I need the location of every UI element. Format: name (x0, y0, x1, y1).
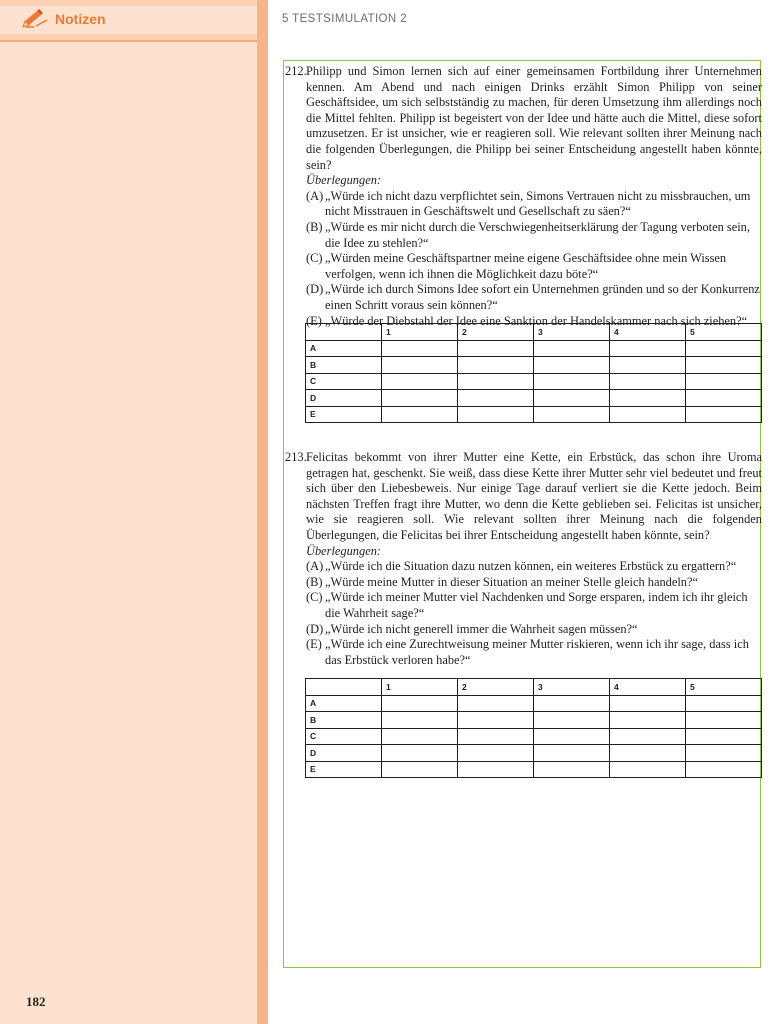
option-text: „Würde ich eine Zurechtweisung meiner Mutter riskieren, wenn ich ihr sage, dass ich das Erbstück verloren habe?“ (325, 637, 749, 667)
question-212 (285, 64, 762, 329)
table-header-cell: 2 (458, 679, 534, 696)
table-row (306, 712, 762, 729)
answer-cell[interactable] (382, 728, 458, 745)
option-text: „Würde ich durch Simons Idee sofort ein Unternehmen gründen und so der Konkurrenz einen Schritt voraus sein können?“ (325, 282, 760, 312)
answer-cell[interactable] (534, 406, 610, 423)
answer-cell[interactable] (610, 373, 686, 390)
table-row (306, 406, 762, 423)
row-label: B (306, 712, 382, 729)
option-text: „Würde der Diebstahl der Idee eine Sanktion der Handelskammer nach sich ziehen?“ (325, 313, 748, 328)
option-text: „Würde ich die Situation dazu nutzen können, ein weiteres Erbstück zu ergattern?“ (325, 559, 737, 574)
answer-cell[interactable] (458, 357, 534, 374)
page-number: 182 (26, 994, 46, 1009)
table-row (306, 357, 762, 374)
answer-cell[interactable] (534, 728, 610, 745)
question-text: Felicitas bekommt von ihrer Mutter eine Kette, ein Erbstück, das schon ihre Uroma getragen hat, geschenkt. Sie weiß, dass diese Kette ihrer Mutter sehr viel bedeutet und freut sich über den Liebesbeweis. Nur einige Tage darauf verliert sie die Kette jedoch. Beim nächsten Treffen fragt ihre Mutter, wo denn die Kette geblieben sei. Felicitas ist unsicher, wie sie reagieren soll. Wie relevant sollten ihrer Meinung nach die folgenden Überlegungen, die Felicitas bei ihrer Entscheidung angestellt haben könnte, sein? (306, 450, 762, 542)
option-label: (C) (306, 590, 323, 605)
option-c (285, 251, 762, 282)
answer-cell[interactable] (458, 340, 534, 357)
answer-cell[interactable] (458, 712, 534, 729)
answer-cell[interactable] (610, 761, 686, 778)
option-b (285, 220, 762, 251)
row-label: C (306, 728, 382, 745)
answer-cell[interactable] (458, 406, 534, 423)
answer-cell[interactable] (686, 340, 762, 357)
option-text: „Würde ich nicht dazu verpflichtet sein, Simons Vertrauen nicht zu missbrauchen, um nicht Misstrauen in Geschäftswelt und Gesellschaft zu säen?“ (325, 188, 751, 219)
row-label: A (306, 340, 382, 357)
section-header: 5 TESTSIMULATION 2 (282, 13, 407, 25)
answer-cell[interactable] (686, 406, 762, 423)
answer-cell[interactable] (534, 373, 610, 390)
table-row (306, 728, 762, 745)
question-213 (285, 450, 762, 668)
answer-cell[interactable] (382, 340, 458, 357)
option-a (285, 189, 762, 220)
answer-cell[interactable] (458, 745, 534, 762)
answer-cell[interactable] (610, 357, 686, 374)
answer-cell[interactable] (686, 390, 762, 407)
option-text: „Würden meine Geschäftspartner meine eigene Geschäftsidee ohne mein Wissen verfolgen, wenn ich ihnen die Möglichkeit dazu böte?“ (325, 251, 727, 281)
answer-grid-213 (305, 678, 762, 778)
table-header-row (306, 679, 762, 696)
row-label: A (306, 695, 382, 712)
option-text: „Würde es mir nicht durch die Verschwiegenheitserklärung der Tagung verboten sein, die Idee zu stehlen?“ (325, 219, 750, 250)
answer-cell[interactable] (686, 728, 762, 745)
answer-cell[interactable] (534, 357, 610, 374)
answer-cell[interactable] (458, 728, 534, 745)
answer-cell[interactable] (534, 712, 610, 729)
option-label: (B) (306, 574, 323, 589)
answer-cell[interactable] (610, 695, 686, 712)
table-row (306, 745, 762, 762)
table-row (306, 695, 762, 712)
option-e (285, 637, 762, 668)
table-header-row (306, 324, 762, 341)
table-header-cell: 1 (382, 679, 458, 696)
answer-cell[interactable] (686, 695, 762, 712)
option-d (285, 282, 762, 313)
answer-cell[interactable] (382, 357, 458, 374)
table-header-cell: 1 (382, 324, 458, 341)
answer-cell[interactable] (686, 745, 762, 762)
answer-cell[interactable] (534, 340, 610, 357)
row-label: D (306, 745, 382, 762)
answer-cell[interactable] (382, 712, 458, 729)
sidebar-stripe (257, 0, 268, 1024)
answer-cell[interactable] (610, 340, 686, 357)
answer-cell[interactable] (610, 745, 686, 762)
row-label: D (306, 390, 382, 407)
option-b (285, 575, 762, 591)
answer-cell[interactable] (686, 357, 762, 374)
option-label: (D) (306, 621, 324, 636)
answer-cell[interactable] (382, 390, 458, 407)
row-label: E (306, 761, 382, 778)
table-row (306, 390, 762, 407)
answer-cell[interactable] (534, 745, 610, 762)
table-header-cell: 5 (686, 324, 762, 341)
table-header-cell: 4 (610, 324, 686, 341)
notes-title: Notizen (55, 11, 106, 27)
answer-cell[interactable] (382, 761, 458, 778)
question-text: Philipp und Simon lernen sich auf einer gemeinsamen Fortbildung ihrer Unternehmen kennen. Am Abend und nach einigen Drinks erzählt Simon Philipp von seiner Geschäftsidee, um sich selbstständig zu machen, für deren Umsetzung ihm allerdings noch die Mittel fehlten. Philipp ist begeistert von der Idee und hätte auch die Mittel, diese sofort umzusetzen. Er ist unsicher, wie er reagieren soll. Wie relevant sollten ihrer Meinung nach die folgenden Überlegungen, die Philipp bei seiner Entscheidung angestellt haben könnte, sein? (306, 64, 762, 172)
table-header-cell: 5 (686, 679, 762, 696)
question-number: 212. (285, 64, 307, 78)
pencil-icon (22, 8, 48, 28)
option-label: (E) (306, 313, 322, 328)
option-c (285, 590, 762, 621)
answer-cell[interactable] (534, 695, 610, 712)
option-d (285, 622, 762, 638)
table-row (306, 373, 762, 390)
answer-cell[interactable] (534, 761, 610, 778)
question-number: 213. (285, 450, 307, 464)
answer-cell[interactable] (458, 373, 534, 390)
answer-cell[interactable] (686, 712, 762, 729)
option-label: (A) (306, 559, 324, 574)
answer-cell[interactable] (382, 406, 458, 423)
option-label: (A) (306, 188, 324, 203)
row-label: C (306, 373, 382, 390)
table-header-cell: 3 (534, 679, 610, 696)
question-subheading: Überlegungen: (306, 173, 382, 188)
answer-cell[interactable] (686, 373, 762, 390)
option-label: (E) (306, 637, 322, 652)
option-label: (C) (306, 251, 323, 266)
table-row (306, 761, 762, 778)
question-subheading: Überlegungen: (306, 543, 382, 558)
table-header-cell: 2 (458, 324, 534, 341)
answer-cell[interactable] (610, 728, 686, 745)
answer-grid-212 (305, 323, 762, 423)
option-text: „Würde ich meiner Mutter viel Nachdenken und Sorge ersparen, indem ich ihr gleich die Wahrheit sage?“ (325, 590, 748, 620)
answer-cell[interactable] (382, 695, 458, 712)
answer-cell[interactable] (458, 695, 534, 712)
option-text: „Würde meine Mutter in dieser Situation an meiner Stelle gleich handeln?“ (325, 574, 698, 589)
answer-cell[interactable] (610, 390, 686, 407)
table-header-cell: 3 (534, 324, 610, 341)
option-label: (D) (306, 282, 324, 297)
option-text: „Würde ich nicht generell immer die Wahrheit sagen müssen?“ (325, 621, 638, 636)
notes-header (0, 0, 257, 42)
row-label: E (306, 406, 382, 423)
table-header-cell (306, 679, 382, 696)
option-a (285, 559, 762, 575)
answer-cell[interactable] (534, 390, 610, 407)
row-label: B (306, 357, 382, 374)
table-row (306, 340, 762, 357)
table-header-cell (306, 324, 382, 341)
table-header-cell: 4 (610, 679, 686, 696)
answer-cell[interactable] (610, 712, 686, 729)
answer-cell[interactable] (382, 373, 458, 390)
option-label: (B) (306, 219, 323, 234)
answer-cell[interactable] (382, 745, 458, 762)
answer-cell[interactable] (686, 761, 762, 778)
answer-cell[interactable] (458, 761, 534, 778)
notes-sidebar (0, 0, 257, 1024)
answer-cell[interactable] (610, 406, 686, 423)
answer-cell[interactable] (458, 390, 534, 407)
